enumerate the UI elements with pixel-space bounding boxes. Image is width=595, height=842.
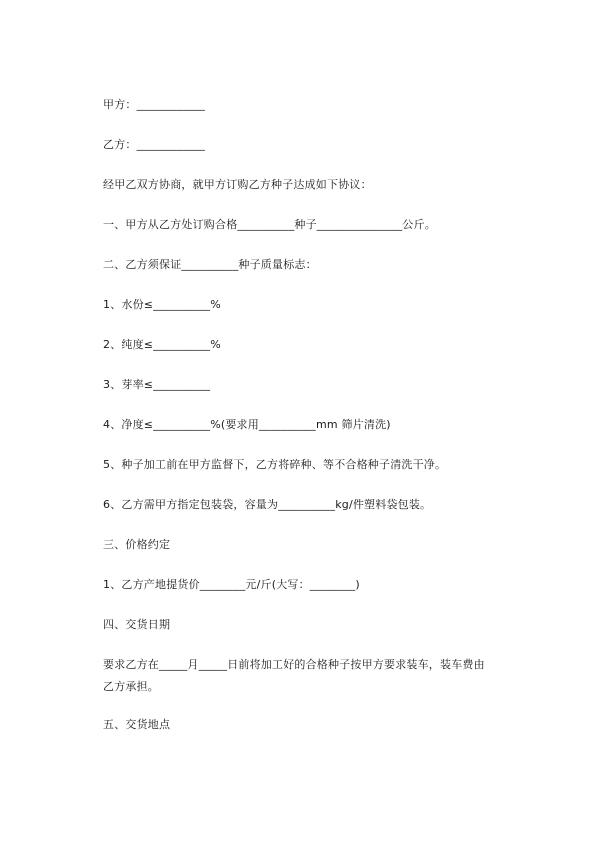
- quality-item-cleaning: 5、种子加工前在甲方监督下，乙方将碎种、等不合格种子清洗干净。: [103, 458, 447, 471]
- clause-5-heading: 五、交货地点: [103, 718, 171, 731]
- quality-item-packaging: 6、乙方需甲方指定包装袋，容量为__________kg/件塑料袋包装。: [103, 498, 432, 511]
- price-item-1: 1、乙方产地提货价________元/斤(大写：________): [103, 578, 360, 591]
- quality-item-purity: 2、纯度≤__________%: [103, 338, 221, 351]
- party-a-line: 甲方：____________: [103, 98, 205, 111]
- party-b-line: 乙方：____________: [103, 138, 205, 151]
- clause-2: 二、乙方须保证__________种子质量标志：: [103, 258, 317, 271]
- intro-text: 经甲乙双方协商，就甲方订购乙方种子达成如下协议：: [103, 178, 372, 191]
- quality-item-moisture: 1、水份≤__________%: [103, 298, 221, 311]
- clause-3-heading: 三、价格约定: [103, 538, 171, 551]
- clause-4-heading: 四、交货日期: [103, 618, 171, 631]
- delivery-paragraph: 要求乙方在_____月_____日前将加工好的合格种子按甲方要求装车，装车费由乙方承担。: [103, 658, 485, 693]
- clause-1: 一、甲方从乙方处订购合格__________种子_______________公斤。: [103, 218, 436, 231]
- quality-item-cleanliness: 4、净度≤__________%(要求用__________mm 筛片清洗): [103, 418, 391, 431]
- quality-item-germination: 3、芽率≤__________: [103, 378, 211, 391]
